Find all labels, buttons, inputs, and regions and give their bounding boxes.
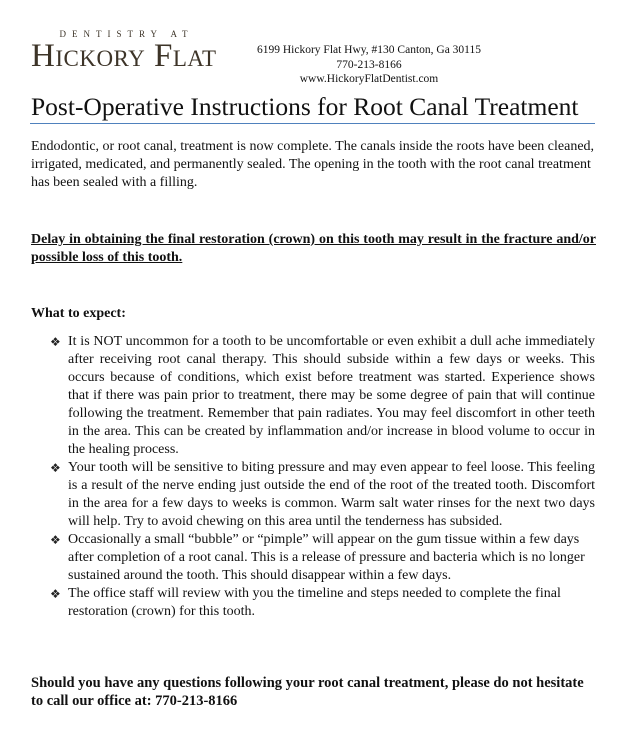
list-item [50, 333, 595, 459]
crown-warning: Delay in obtaining the final restoration (crown) on this tooth may result in the fracture and/or possible loss of this tooth. [31, 232, 596, 265]
address: 6199 Hickory Flat Hwy, #130 Canton, Ga 30115 [256, 44, 481, 56]
title-divider [30, 123, 595, 124]
diamond-bullet-icon: ❖ [50, 587, 61, 601]
list-item [50, 459, 595, 531]
list-item [50, 585, 595, 621]
contact-block [240, 43, 498, 87]
diamond-bullet-icon: ❖ [50, 461, 61, 475]
list-item [50, 531, 595, 585]
diamond-bullet-icon: ❖ [50, 533, 61, 547]
list-item-text: The office staff will review with you the timeline and steps needed to complete the final restoration (crown) for this tooth. [68, 586, 561, 619]
phone-number: 770-213-8166 [336, 58, 402, 71]
list-item-text: Your tooth will be sensitive to biting pressure and may even appear to feel loose. This feeling is a result of the nerve ending just outside the end of the root of the treated tooth. Discomfort in the area for a few days to weeks is common. Warm salt water rinses for the next two days will help. Try to avoid chewing on this area until the tenderness has subsided. [68, 460, 595, 529]
intro-paragraph: Endodontic, or root canal, treatment is now complete. The canals inside the roots have been cleaned, irrigated, medicated, and permanently sealed. The opening in the tooth with the root canal treatment has been sealed with a filling. [31, 139, 595, 190]
diamond-bullet-icon: ❖ [50, 335, 61, 349]
section-heading-what-to-expect: What to expect: [31, 306, 126, 321]
logo-name: Hickory Flat [31, 38, 217, 74]
logo-tagline: DENTISTRY AT [59, 29, 194, 39]
page-title: Post-Operative Instructions for Root Canal Treatment [31, 92, 579, 121]
closing-contact-note: Should you have any questions following your root canal treatment, please do not hesitate to call our office at: 770-213-8166 [31, 675, 584, 709]
practice-logo [31, 29, 216, 72]
website: www.HickoryFlatDentist.com [299, 73, 439, 85]
list-item-text: It is NOT uncommon for a tooth to be uncomfortable or even exhibit a dull ache immediately after receiving root canal therapy. This should subside within a few days or weeks. This occurs because of conditions, which exist before treatment was started. Experience shows that if there was pain prior to treatment, there may be some degree of pain that will continue following the treatment. Remember that pain radiates. You may feel discomfort in other teeth in the area. This can be created by inflammation and/or increase in blood volume to occur in the healing process. [68, 334, 595, 457]
list-item-text: Occasionally a small “bubble” or “pimple” will appear on the gum tissue within a few days after completion of a root canal. This is a release of pressure and bacteria which is no longer sustained around the tooth. This should disappear within a few days. [68, 532, 585, 583]
expectations-list [50, 333, 595, 621]
letterhead [0, 0, 620, 90]
